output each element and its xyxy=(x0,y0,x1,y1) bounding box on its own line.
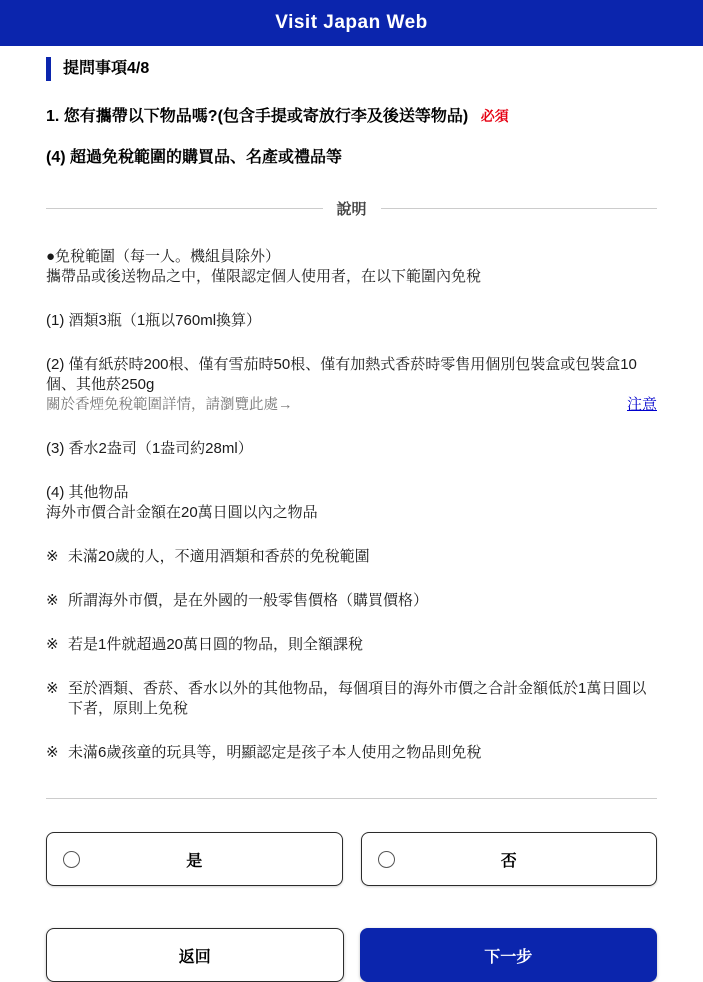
tobacco-note-row xyxy=(46,395,657,415)
question-label: 1. 您有攜帶以下物品嗎?(包含手提或寄放行李及後送等物品) xyxy=(46,108,469,125)
answer-options xyxy=(46,832,657,886)
explanation-divider-label: 說明 xyxy=(336,201,367,218)
note-text: 未滿20歲的人，不適用酒類和香菸的免稅範圍 xyxy=(68,548,370,565)
question-text xyxy=(46,106,657,127)
divider-line-left xyxy=(46,208,323,209)
question-subtitle: (4) 超過免稅範圍的購買品、名產或禮品等 xyxy=(46,149,343,166)
tobacco-note-text: 關於香煙免稅範圍詳情，請瀏覽此處→ xyxy=(46,397,293,413)
asterisk-marker: ※ xyxy=(46,548,59,565)
explanation-section xyxy=(46,247,657,763)
note-text: 所謂海外市價，是在外國的一般零售價格（購買價格） xyxy=(68,592,429,609)
asterisk-marker: ※ xyxy=(46,680,59,697)
tax-free-intro-line1: ●免稅範圍（每一人。機組員除外） xyxy=(46,248,281,265)
tax-free-intro-line2: 攜帶品或後送物品之中，僅限認定個人使用者，在以下範圍內免稅 xyxy=(46,268,482,285)
caution-link[interactable]: 注意 xyxy=(626,396,657,413)
tax-free-item-tobacco xyxy=(46,355,657,395)
divider-line-right xyxy=(381,208,658,209)
asterisk-marker: ※ xyxy=(46,744,59,761)
required-badge: 必須 xyxy=(480,108,509,124)
back-button[interactable]: 返回 xyxy=(46,928,344,982)
app-header xyxy=(0,0,703,46)
section-title: 提問事項4/8 xyxy=(46,57,657,81)
note-under-20 xyxy=(46,547,657,567)
explanation-divider xyxy=(46,198,657,219)
tax-free-item-other-line1: (4) 其他物品 xyxy=(46,484,129,501)
main-content xyxy=(0,57,703,982)
note-overseas-price xyxy=(46,591,657,611)
tax-free-item-other xyxy=(46,483,657,523)
note-under-10k xyxy=(46,679,657,719)
asterisk-marker: ※ xyxy=(46,592,59,609)
tax-free-item-perfume: (3) 香水2盎司（1盎司約28ml） xyxy=(46,440,253,457)
app-title: Visit Japan Web xyxy=(275,12,428,33)
tax-free-item-alcohol: (1) 酒類3瓶（1瓶以760ml換算） xyxy=(46,312,262,329)
action-buttons xyxy=(46,928,657,982)
note-text: 若是1件就超過20萬日圓的物品，則全額課稅 xyxy=(68,636,364,653)
answer-option-yes[interactable] xyxy=(46,832,343,886)
note-text: 至於酒類、香菸、香水以外的其他物品，每個項目的海外市價之合計金額低於1萬日圓以下者，原則上免稅 xyxy=(68,680,647,717)
next-button[interactable]: 下一步 xyxy=(360,928,658,982)
asterisk-marker: ※ xyxy=(46,636,59,653)
tax-free-item-other-line2: 海外市價合計金額在20萬日圓以內之物品 xyxy=(46,504,318,521)
answer-option-no[interactable] xyxy=(361,832,658,886)
tax-free-item-tobacco-text: (2) 僅有紙菸時200根、僅有雪茄時50根、僅有加熱式香菸時零售用個別包裝盒或包裝盒10個、其他菸250g xyxy=(46,356,637,393)
tax-free-intro xyxy=(46,247,657,287)
note-children-toys xyxy=(46,743,657,763)
note-text: 未滿6歲孩童的玩具等，明顯認定是孩子本人使用之物品則免稅 xyxy=(68,744,482,761)
note-over-200k xyxy=(46,635,657,655)
answer-no-label: 否 xyxy=(500,852,517,870)
section-divider xyxy=(46,798,657,799)
answer-yes-label: 是 xyxy=(186,852,203,870)
